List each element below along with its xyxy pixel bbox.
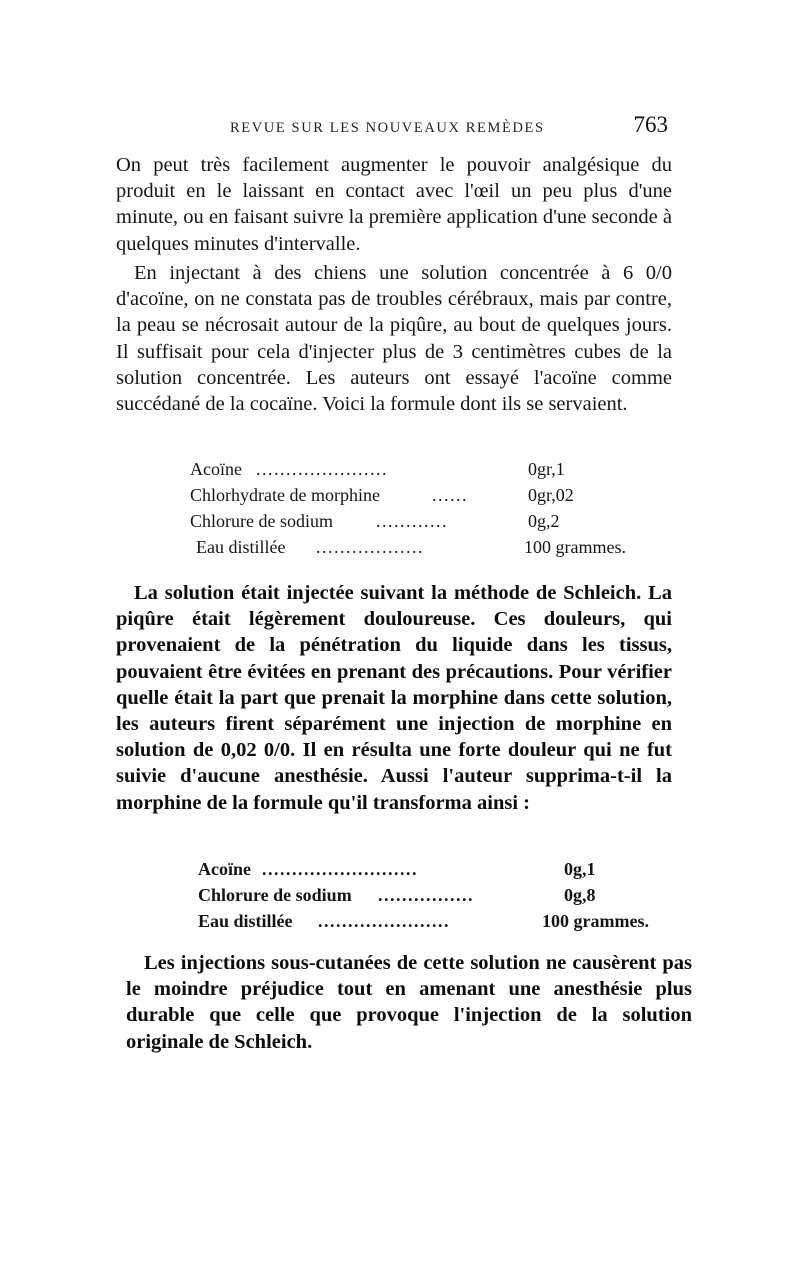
leader-dots: ...................... (256, 459, 388, 479)
paragraph-1: On peut très facilement augmenter le pouvoir analgésique du produit en le laissant en contact avec l'œil un peu plus d'une minute, ou en faisant suivre la première application d'une seconde à quelques minutes d'intervalle. (116, 154, 672, 255)
ingredient-name: Chlorhydrate de morphine (190, 485, 380, 505)
leader-dots: ...................... (318, 911, 450, 931)
leader-dots: ............ (376, 511, 448, 531)
paragraph-3: La solution était injectée suivant la méthode de Schleich. La piqûre était légèrement douloureuse. Ces douleurs, qui provenaient de la pénétration du liquide dans les tissus, pouvaient être évitées en prenant des précautions. Pour vérifier quelle était la part que prenait la morphine dans cette solution, les auteurs firent séparément une injection de morphine en solution de 0,02 0/0. Il en résulta une forte douleur qui ne fut suivie d'aucune anesthésie. Aussi l'auteur supprima-t-il la morphine de la formule qu'il transforma ainsi : (116, 582, 672, 814)
formula-row (198, 908, 678, 934)
ingredient-quantity: 0gr,02 (528, 485, 574, 505)
page-number: 763 (633, 112, 668, 137)
ingredient-quantity: 0gr,1 (528, 459, 565, 479)
paragraph-4: Les injections sous-cutanées de cette solution ne causèrent pas le moindre préjudice tout en amenant une anesthésie plus durable que celle que provoque l'injection de la solution originale de Schleich. (126, 952, 692, 1053)
formula-table-1 (190, 456, 660, 560)
leader-dots: .................. (316, 537, 424, 557)
leader-dots: .......................... (262, 859, 418, 879)
running-title: REVUE SUR LES NOUVEAUX REMÈDES (230, 120, 545, 136)
formula-row (190, 508, 660, 534)
formula-row (190, 456, 660, 482)
ingredient-quantity: 0g,1 (564, 859, 596, 879)
formula-row (190, 534, 660, 560)
ingredient-name: Chlorure de sodium (190, 511, 333, 531)
formula-table-2 (198, 856, 678, 934)
ingredient-name: Acoïne (198, 859, 251, 879)
ingredient-name: Eau distillée (196, 537, 286, 557)
formula-row (190, 482, 660, 508)
leader-dots: ...... (432, 485, 468, 505)
leader-dots: ................ (378, 885, 474, 905)
ingredient-name: Acoïne (190, 459, 242, 479)
ingredient-quantity: 100 grammes. (524, 537, 626, 557)
ingredient-quantity: 0g,8 (564, 885, 596, 905)
formula-row (198, 856, 678, 882)
paragraph-2: En injectant à des chiens une solution concentrée à 6 0/0 d'acoïne, on ne constata pas de troubles cérébraux, mais par contre, la peau se nécrosait autour de la piqûre, au bout de quelques jours. Il suffisait pour cela d'injecter plus de 3 centimètres cubes de la solution concentrée. Les auteurs ont essayé l'acoïne comme succédané de la cocaïne. Voici la formule dont ils se servaient. (116, 262, 672, 416)
running-header (116, 112, 672, 144)
ingredient-name: Chlorure de sodium (198, 885, 352, 905)
ingredient-quantity: 0g,2 (528, 511, 560, 531)
ingredient-name: Eau distillée (198, 911, 293, 931)
ingredient-quantity: 100 grammes. (542, 911, 649, 931)
formula-row (198, 882, 678, 908)
